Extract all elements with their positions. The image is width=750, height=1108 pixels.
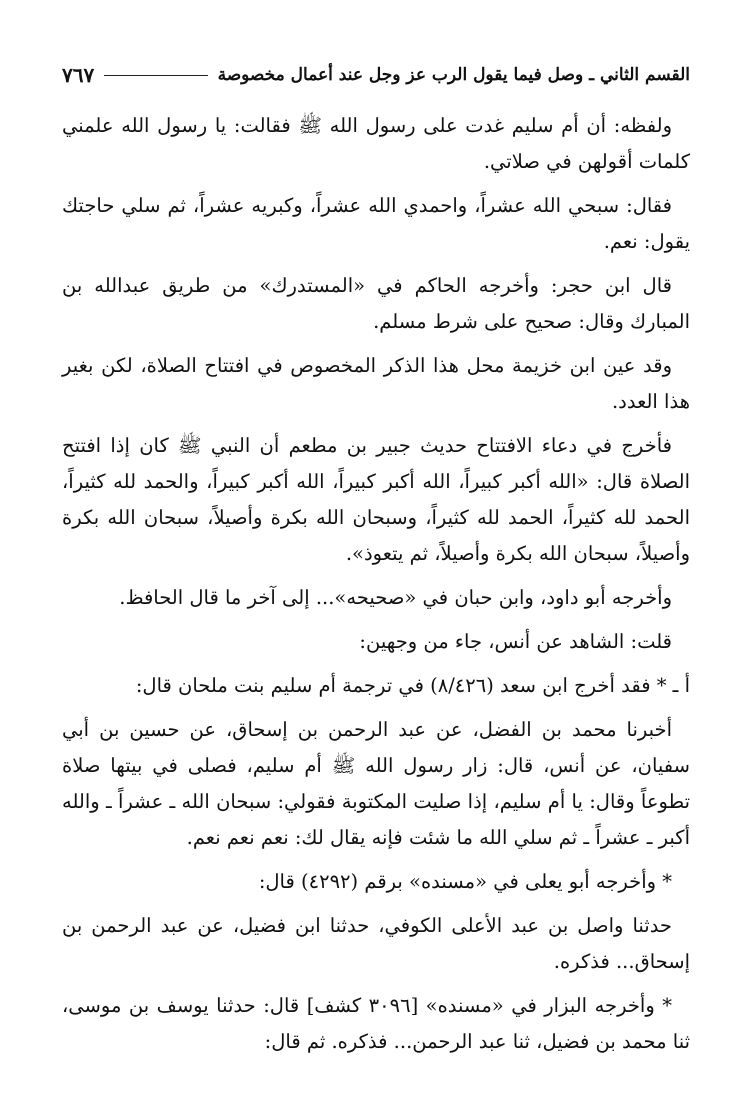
section-title: القسم الثاني ـ وصل فيما يقول الرب عز وجل عند أعمال مخصوصة xyxy=(217,65,690,85)
page-number: ٧٦٧ xyxy=(62,63,95,87)
book-page xyxy=(62,0,690,1108)
paragraph: فقال: سبحي الله عشراً، واحمدي الله عشراً، وكبريه عشراً، ثم سلي حاجتك يقول: نعم. xyxy=(62,194,690,253)
running-header xyxy=(62,58,690,92)
paragraph: حدثنا واصل بن عبد الأعلى الكوفي، حدثنا ابن فضيل، عن عبد الرحمن بن إسحاق... فذكره. xyxy=(62,914,690,973)
paragraph: فأخرج في دعاء الافتتاح حديث جبير بن مطعم أن النبي ﷺ كان إذا افتتح الصلاة قال: «الله أكبر كبيراً، الله أكبر كبيراً، الله أكبر كبيراً، والحمد لله كثيراً، الحمد لله كثيراً، الحمد لله كثيراً، وسبحان الله بكرة وأصيلاً، سبحان الله بكرة وأصيلاً، سبحان الله بكرة وأصيلاً، ثم يتعوذ». xyxy=(62,434,690,565)
paragraph: وقد عين ابن خزيمة محل هذا الذكر المخصوص في افتتاح الصلاة، لكن بغير هذا العدد. xyxy=(62,354,690,413)
paragraph: * وأخرجه البزار في «مسنده» [٣٠٩٦ كشف] قال: حدثنا يوسف بن موسى، ثنا محمد بن فضيل، ثنا عبد الرحمن... فذكره. ثم قال: xyxy=(62,994,690,1053)
paragraph: أخبرنا محمد بن الفضل، عن عبد الرحمن بن إسحاق، عن حسين بن أبي سفيان، عن أنس، قال: زار رسول الله ﷺ أم سليم، فصلى في بيتها صلاة تطوعاً وقال: يا أم سليم، إذا صليت المكتوبة فقولي: سبحان الله ـ عشراً ـ والله أكبر ـ عشراً ـ ثم سلي الله ما شئت فإنه يقال لك: نعم نعم نعم. xyxy=(62,718,690,849)
paragraph: * وأخرجه أبو يعلى في «مسنده» برقم (٤٢٩٢) قال: xyxy=(258,870,672,893)
header-divider xyxy=(104,75,207,76)
paragraph: وأخرجه أبو داود، وابن حبان في «صحيحه»... إلى آخر ما قال الحافظ. xyxy=(119,586,672,609)
paragraph: ولفظه: أن أم سليم غدت على رسول الله ﷺ فقالت: يا رسول الله علمني كلمات أقولهن في صلاتي. xyxy=(62,114,690,173)
page-body xyxy=(62,108,690,1068)
paragraph: قال ابن حجر: وأخرجه الحاكم في «المستدرك» من طريق عبدالله بن المبارك وقال: صحيح على شرط مسلم. xyxy=(62,274,690,333)
paragraph: أ ـ * فقد أخرج ابن سعد (٨/٤٢٦) في ترجمة أم سليم بنت ملحان قال: xyxy=(135,674,690,697)
paragraph: قلت: الشاهد عن أنس، جاء من وجهين: xyxy=(359,630,672,653)
